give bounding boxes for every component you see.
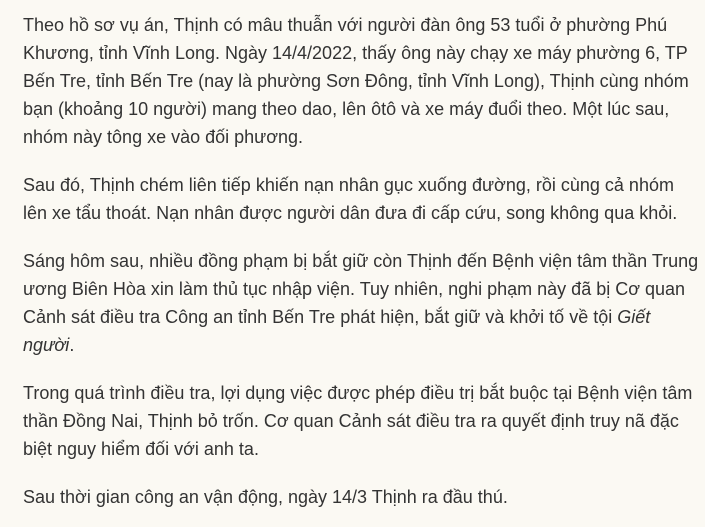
crime-name-italic: Giết người [23,307,651,355]
paragraph-text: Theo hồ sơ vụ án, Thịnh có mâu thuẫn với người đàn ông 53 tuổi ở phường Phú Khương, tỉnh Vĩnh Long. Ngày 14/4/2022, thấy ông này chạy xe máy phường 6, TP Bến Tre, tỉnh Bến Tre (nay là phường Sơn Đông, tỉnh Vĩnh Long), Thịnh cùng nhóm bạn (khoảng 10 người) mang theo dao, lên ôtô và xe máy đuổi theo. Một lúc sau, nhóm này tông xe vào đối phương. [23,15,689,147]
paragraph-text: Sau đó, Thịnh chém liên tiếp khiến nạn nhân gục xuống đường, rồi cùng cả nhóm lên xe tẩu thoát. Nạn nhân được người dân đưa đi cấp cứu, song không qua khỏi. [23,175,678,223]
article-paragraph-4 [23,379,702,463]
article-paragraph-1 [23,11,702,151]
paragraph-text: . [69,335,75,355]
paragraph-text: Trong quá trình điều tra, lợi dụng việc được phép điều trị bắt buộc tại Bệnh viện tâm thần Đồng Nai, Thịnh bỏ trốn. Cơ quan Cảnh sát điều tra ra quyết định truy nã đặc biệt nguy hiểm đối với anh ta. [23,383,693,459]
article-paragraph-2 [23,171,702,227]
article-paragraph-3 [23,247,702,359]
article-paragraph-5 [23,483,702,511]
paragraph-text: Sau thời gian công an vận động, ngày 14/3 Thịnh ra đầu thú. [23,487,508,507]
paragraph-text: Sáng hôm sau, nhiều đồng phạm bị bắt giữ còn Thịnh đến Bệnh viện tâm thần Trung ương Biên Hòa xin làm thủ tục nhập viện. Tuy nhiên, nghi phạm này đã bị Cơ quan Cảnh sát điều tra Công an tỉnh Bến Tre phát hiện, bắt giữ và khởi tố về tội [23,251,699,327]
